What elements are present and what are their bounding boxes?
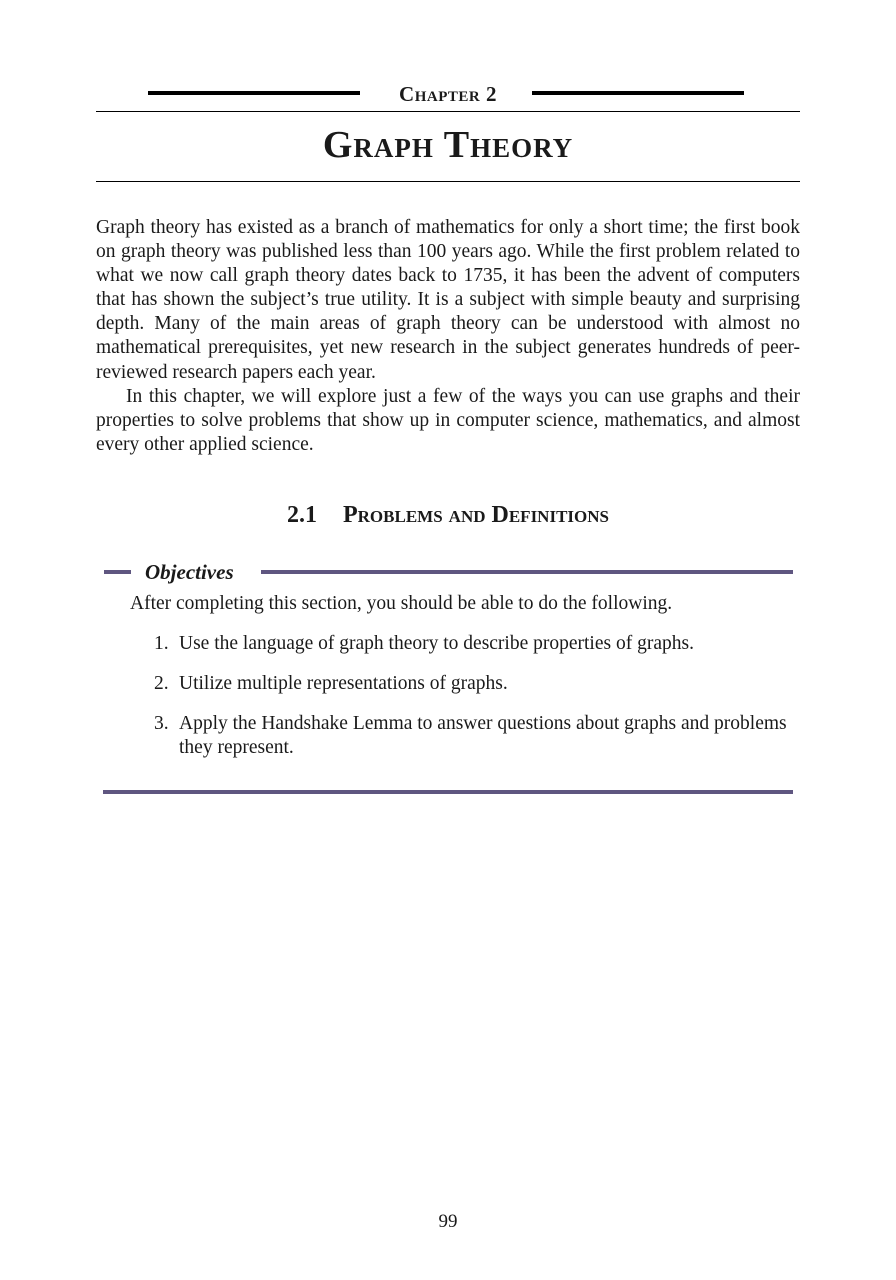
chapter-intro [96, 216, 800, 457]
section-title: Problems and Definitions [343, 502, 609, 528]
objective-text: Apply the Handshake Lemma to answer questions about graphs and problems they represent. [179, 713, 787, 758]
objective-item [130, 672, 790, 696]
objective-text: Use the language of graph theory to describe properties of graphs. [179, 633, 694, 654]
objective-item [130, 632, 790, 656]
chapter-label-row [96, 82, 800, 108]
objectives-bottom-rule [103, 790, 793, 794]
chapter-top-rule [96, 111, 800, 112]
objective-number: 3. [154, 713, 169, 734]
section-number: 2.1 [287, 502, 317, 528]
intro-paragraph: Graph theory has existed as a branch of mathematics for only a short time; the first book on graph theory was published less than 100 years ago. While the first problem related to what we now call graph theory dates back to 1735, it has been the advent of computers that has shown the subject’s true utility. It is a subject with simple beauty and surprising depth. Many of the main areas of graph theory can be understood with almost no mathematical prerequisites, yet new research in the subject generates hundreds of peer-reviewed research papers each year. [96, 217, 800, 383]
objective-item [130, 712, 790, 760]
objectives-title: Objectives [145, 560, 234, 584]
intro-paragraph: In this chapter, we will explore just a few of the ways you can use graphs and their properties to solve problems that show up in computer science, mathematics, and almost every other applied science. [96, 385, 800, 455]
chapter-bottom-rule [96, 181, 800, 182]
objectives-list [130, 632, 790, 776]
chapter-rule-right [532, 91, 744, 95]
objectives-intro: After completing this section, you should be able to do the following. [130, 593, 673, 614]
objectives-rule-right [261, 570, 793, 574]
chapter-title: Graph Theory [322, 124, 574, 166]
section-heading [96, 500, 800, 530]
objectives-rule-left [104, 570, 131, 574]
page-number: 99 [438, 1211, 458, 1232]
objective-number: 2. [154, 673, 169, 694]
objective-text: Utilize multiple representations of graphs. [179, 673, 508, 694]
chapter-label: Chapter 2 [399, 82, 497, 106]
objective-number: 1. [154, 633, 169, 654]
